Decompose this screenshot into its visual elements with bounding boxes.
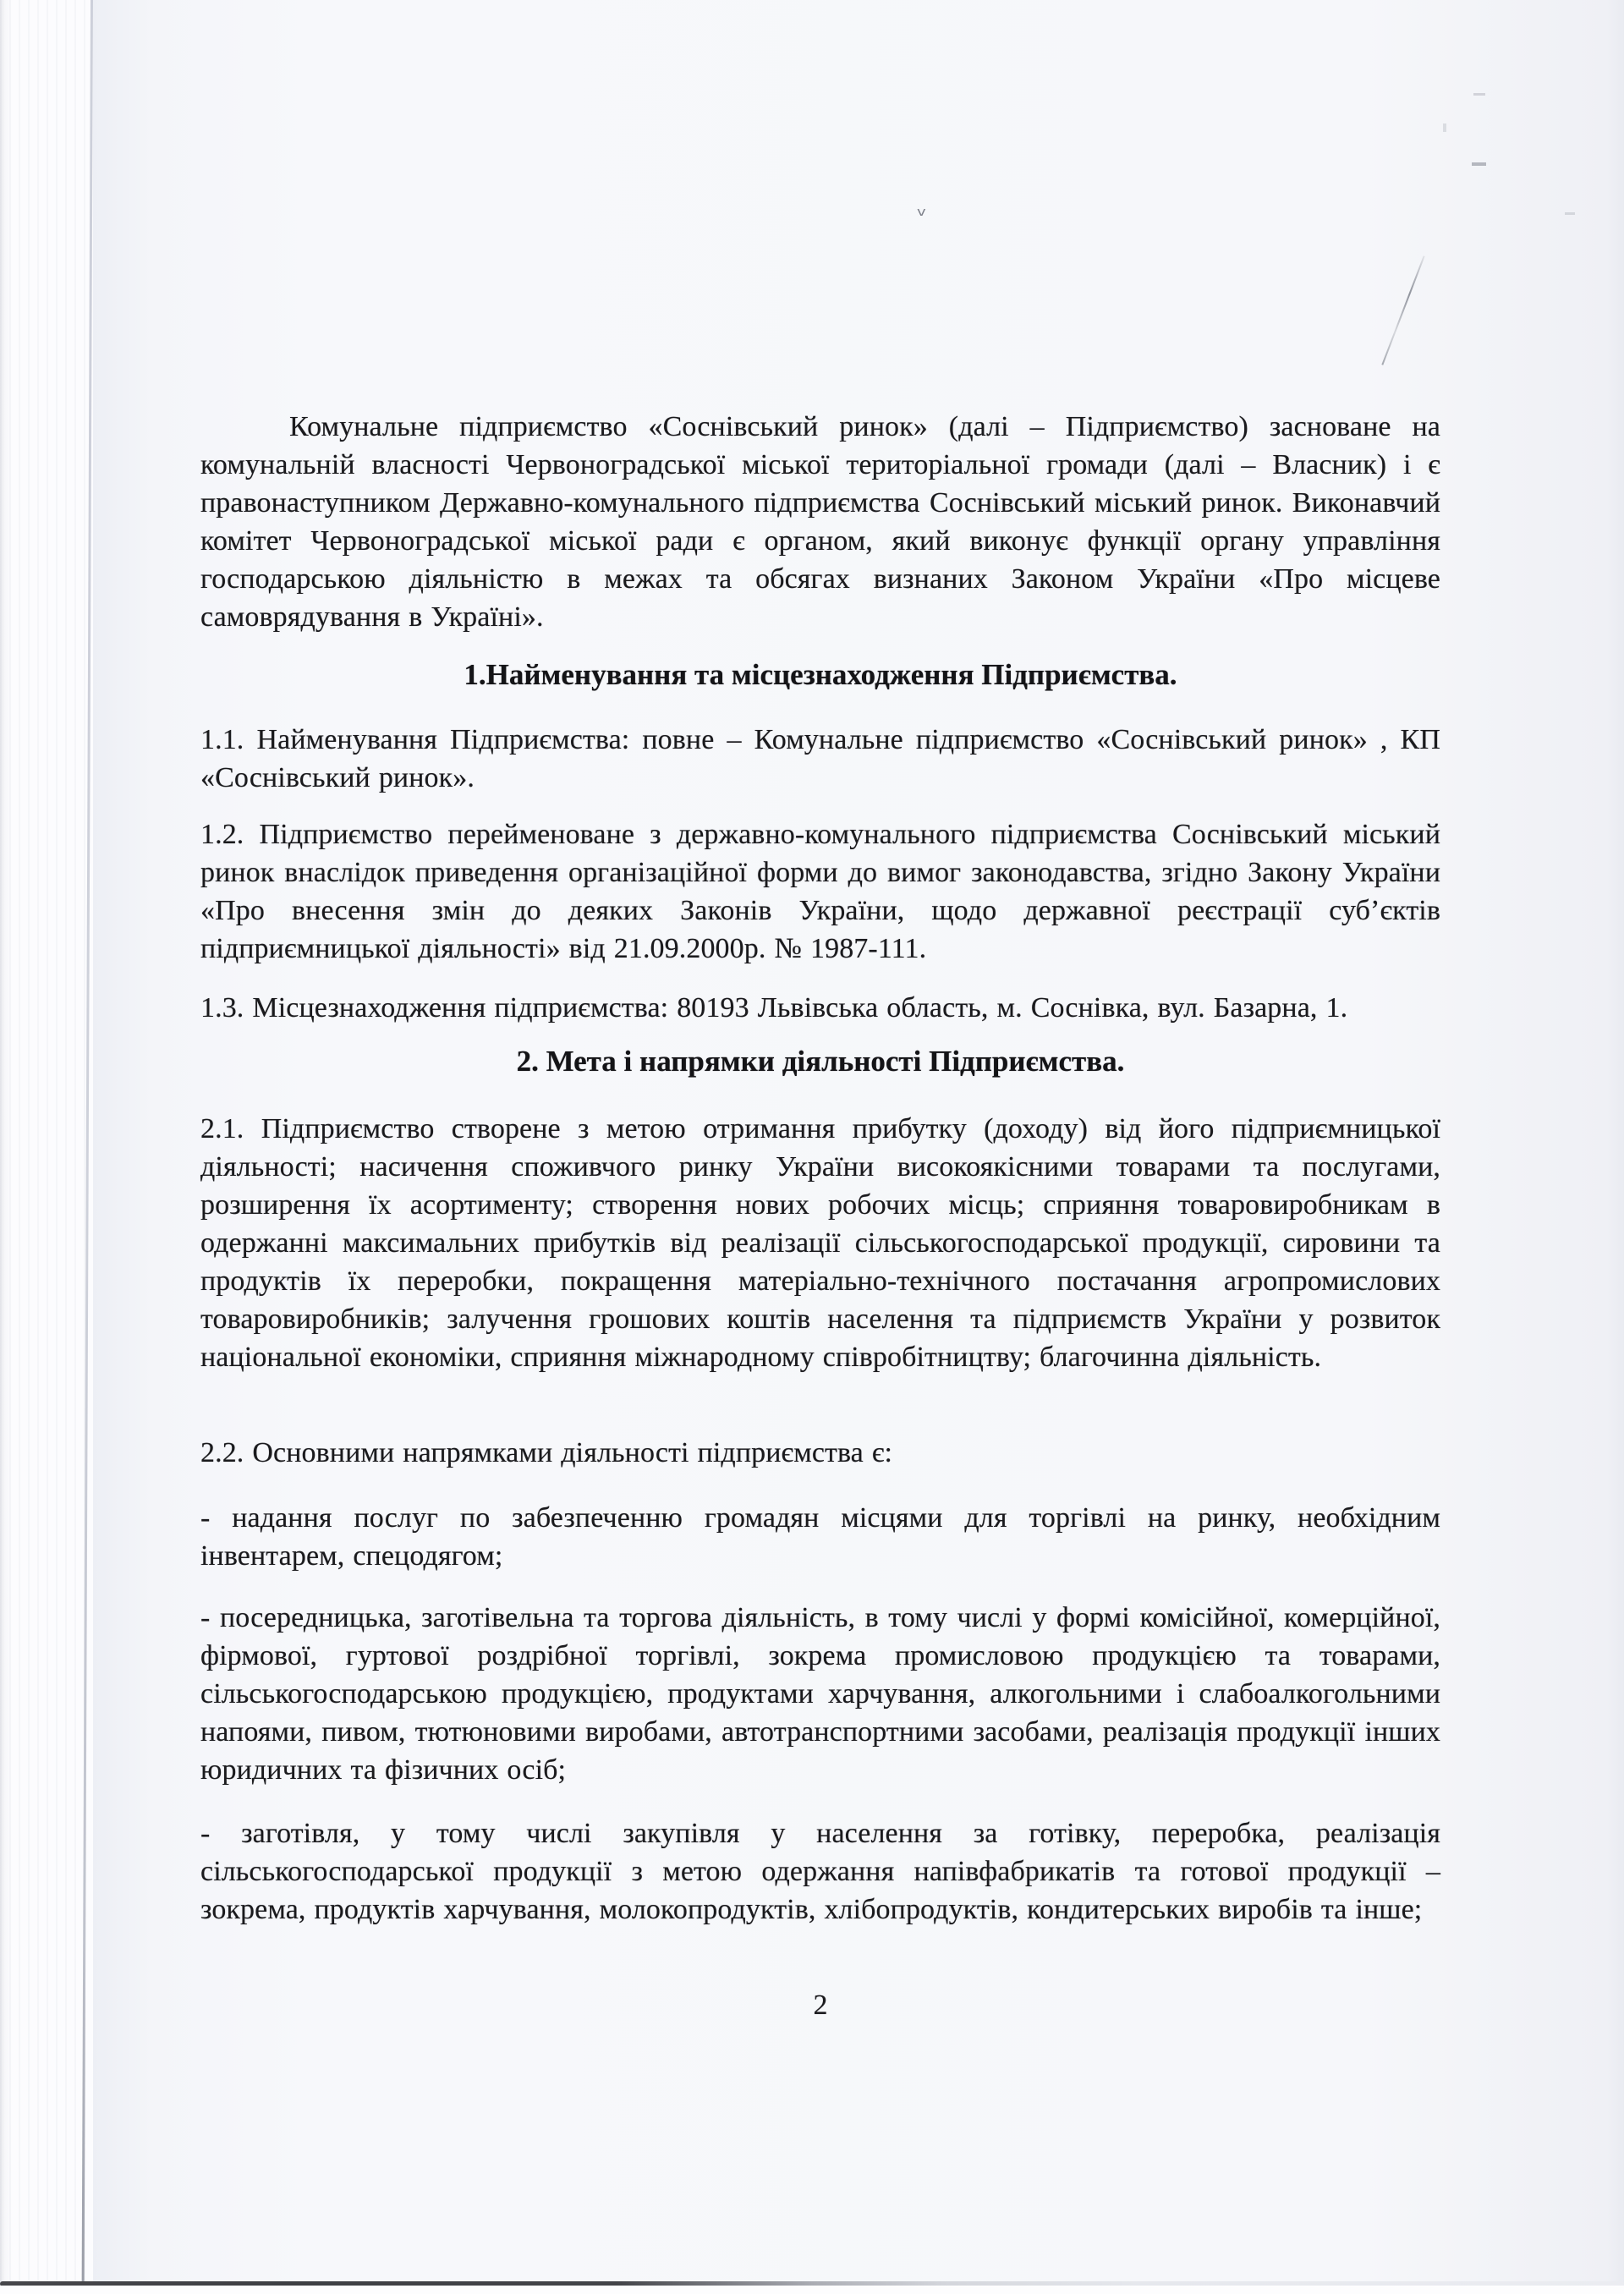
activity-bullet-2: - посередницька, заготівельна та торгова діяльність, в тому числі у формі комісійної, комерційної, фірмової, гуртової роздрібної торгівлі, зокрема промисловою продукцією та товарами, сільськогосподарською продукцією, продуктами харчування, алкогольними і слабоалкогольними напоями, пивом, тютюновими виробами, автотранспортними засобами, реалізація продукції інших юридичних та фізичних осіб; [200, 1602, 1440, 1786]
scanner-background [0, 2286, 1624, 2294]
scan-left-margin [0, 0, 93, 2286]
activity-bullet-1: - надання послуг по забезпеченню громадян місцями для торгівлі на ринку, необхідним інвентарем, спецодягом; [200, 1502, 1440, 1572]
scan-squiggle-mark: v [917, 205, 926, 219]
section1-heading: 1.Найменування та місцезнаходження Підприємства. [464, 658, 1177, 692]
clause-2-1: 2.1. Підприємство створене з метою отримання прибутку (доходу) від його підприємницької діяльності; насичення споживчого ринку України високоякісними товарами та послугами, розширення їх асортименту; створення нових робочих місць; сприяння товаровиробникам в одержанні максимальних прибутків від реалізації сільськогосподарської продукції, сировини та продуктів їх переробки, покращення матеріально-технічного постачання агропромислових товаровиробників; залучення грошових коштів населення та підприємств України у розвиток національної економіки, сприяння міжнародному співробітництву; благочинна діяльність. [200, 1113, 1440, 1373]
clause-1-3: 1.3. Місцезнаходження підприємства: 80193 Львівська область, м. Соснівка, вул. Базарна, 1. [200, 992, 1348, 1024]
activity-bullet-3: - заготівля, у тому числі закупівля у населення за готівку, переробка, реалізація сільськогосподарської продукції з метою одержання напівфабрикатів та готової продукції – зокрема, продуктів харчування, молокопродуктів, хлібопродуктів, кондитерських виробів та інше; [200, 1818, 1440, 1925]
scan-dash-mark [1473, 93, 1485, 96]
scan-dash-mark [1472, 162, 1486, 166]
clause-2-2: 2.2. Основними напрямками діяльності підприємства є: [200, 1437, 893, 1468]
page-number: 2 [813, 1989, 828, 2021]
section2-heading: 2. Мета і напрямки діяльності Підприємства. [516, 1045, 1125, 1078]
clause-1-1: 1.1. Найменування Підприємства: повне – Комунальне підприємство «Соснівський ринок» , КП «Соснівський ринок». [200, 724, 1440, 793]
scan-speck [1443, 123, 1446, 132]
clause-1-2: 1.2. Підприємство перейменоване з державно-комунального підприємства Соснівський міський ринок внаслідок приведення організаційної форми до вимог законодавства, згідно Закону України «Про внесення змін до деяких Законів України, щодо державної реєстрації суб’єктів підприємницької діяльності» від 21.09.2000р. № 1987-111. [200, 819, 1440, 964]
scan-dash-mark [1565, 212, 1575, 215]
intro-paragraph: Комунальне підприємство «Соснівський ринок» (далі – Підприємство) засноване на комунальній власності Червоноградської міської територіальної громади (далі – Власник) і є правонаступником Державно-комунального підприємства Соснівський міський ринок. Виконавчий комітет Червоноградської міської ради є органом, який виконує функції органу управління господарською діяльністю в межах та обсягах визнаних Законом України «Про місцеве самоврядування в Україні». [200, 411, 1440, 633]
